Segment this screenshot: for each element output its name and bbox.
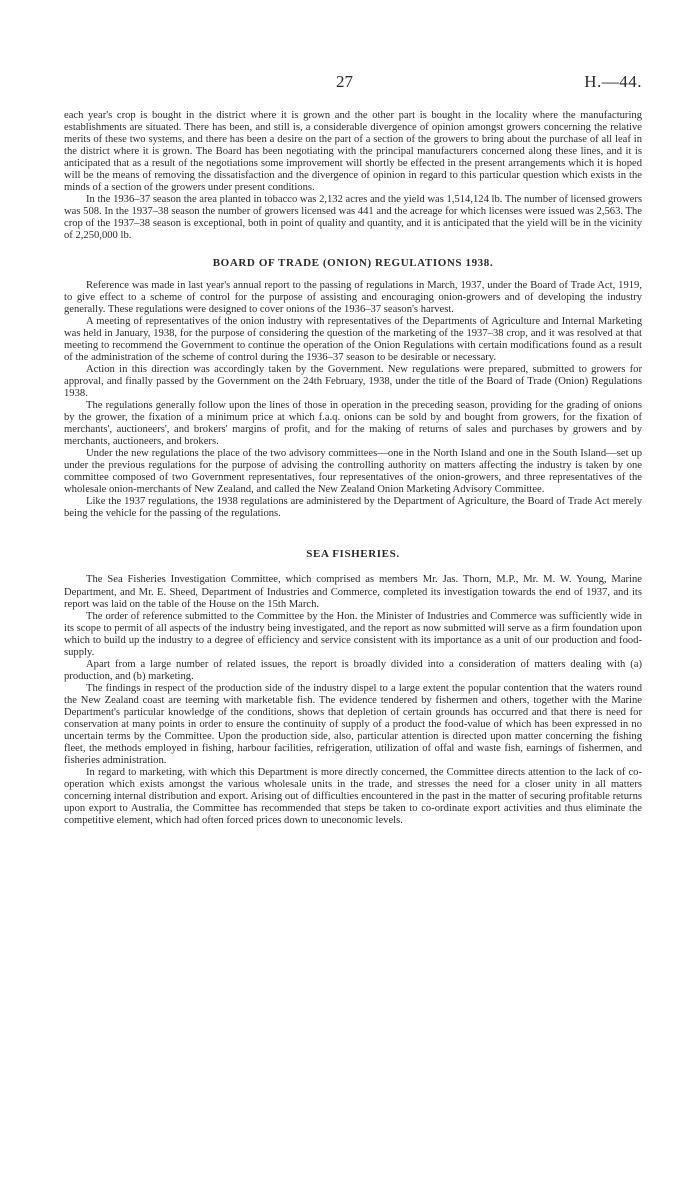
paragraph: each year's crop is bought in the district where it is grown and the other part is bought in the locality where the manufacturing establishments are situated. There has been, and still is, a considerable divergence of opinion amongst growers concerning the relative merits of these two systems, and there has been a desire on the part of a section of the growers to bring about the purchase of all leaf in the district where it is grown. The Board has been negotiating with the principal manufacturers concerned along these lines, and it is anticipated that as a result of the negotiations some improvement will shortly be effected in the present arrangements which it is hoped will be the means of removing the dissatisfaction and the divergence of opinion in regard to this particular question which exists in the minds of a section of the growers under present conditions. [64,110,642,194]
paragraph: The regulations generally follow upon the lines of those in operation in the preceding season, providing for the grading of onions by the grower, the fixation of a minimum price at which f.a.q. onions can be sold by and bought from growers, for the fixation of merchants', auctioneers', and brokers' margins of profit, and for the making of returns of sales and purchases by growers and by merchants, auctioneers, and brokers. [64,399,642,448]
document-page [64,72,642,827]
paragraph: The order of reference submitted to the Committee by the Hon. the Minister of Industries and Commerce was sufficiently wide in its scope to permit of all aspects of the industry being investigated, and the report as now submitted will serve as a firm foundation upon which to build up the industry to a degree of efficiency and service consistent with its importance as a unit of our production and food-supply. [64,610,642,658]
document-reference: H.—44. [584,72,642,91]
section-heading: BOARD OF TRADE (ONION) REGULATIONS 1938. [212,256,494,269]
paragraph: Like the 1937 regulations, the 1938 regulations are administered by the Department of Agriculture, the Board of Trade Act merely being the vehicle for the passing of the regulations. [64,496,642,520]
paragraph: A meeting of representatives of the onion industry with representatives of the Departments of Agriculture and Internal Marketing was held in January, 1938, for the purpose of considering the question of the marketing of the 1937–38 crop, and it was resolved at that meeting to recommend the Government to continue the operation of the Onion Regulations with certain modifications found as a result of the administration of the scheme of control during the 1936–37 season to be desirable or necessary. [64,315,642,363]
paragraph: In the 1936–37 season the area planted in tobacco was 2,132 acres and the yield was 1,514,124 lb. The number of licensed growers was 508. In the 1937–38 season the number of growers licensed was 441 and the acreage for which licenses were issued was 2,563. The crop of the 1937–38 season is exceptional, both in point of quality and quantity, and it is anticipated that the yield will be in the vicinity of 2,250,000 lb. [64,194,642,242]
onion-regulations-section [64,257,642,521]
paragraph: Reference was made in last year's annual report to the passing of regulations in March, 1937, under the Board of Trade Act, 1919, to give effect to a scheme of control for the purpose of assisting and encouraging onion-growers and of developing the industry generally. These regulations were designed to cover onions of the 1936–37 season's harvest. [64,279,642,315]
paragraph: Under the new regulations the place of the two advisory committees—one in the North Island and one in the South Island—set up under the previous regulations for the purpose of advising the controlling authority on matters affecting the industry is taken by one committee composed of two Government representatives, four representatives of the onion-growers, and three representatives of the wholesale onion-merchants of New Zealand, and called the New Zealand Onion Marketing Advisory Committee. [64,448,642,496]
paragraph: In regard to marketing, with which this Department is more directly concerned, the Committee directs attention to the lack of co-operation which exists amongst the various wholesale units in the trade, and stresses the need for a closer unity in all matters concerning internal distribution and export. Arising out of difficulties encountered in the past in the matter of securing profitable returns upon export to Australia, the Committee has recommended that steps be taken to co-ordinate export activities and thus eliminate the competitive element, which had often forced prices down to uneconomic levels. [64,767,642,827]
page-number: 27 [336,72,353,91]
paragraph: The Sea Fisheries Investigation Committee, which comprised as members Mr. Jas. Thorn, M.P., Mr. M. W. Young, Marine Department, and Mr. E. Sheed, Department of Industries and Commerce, completed its investigation towards the end of 1937, and its report was laid on the table of the House on the 15th March. [64,574,642,610]
page-header [64,72,642,96]
section-heading: SEA FISHERIES. [306,548,400,561]
paragraph: Apart from a large number of related issues, the report is broadly divided into a consideration of matters dealing with (a) production, and (b) marketing. [64,658,642,682]
sea-fisheries-section [64,548,642,827]
paragraph: Action in this direction was accordingly taken by the Government. New regulations were prepared, submitted to growers for approval, and finally passed by the Government on the 24th February, 1938, under the title of the Board of Trade (Onion) Regulations 1938. [64,363,642,399]
intro-section [64,110,642,243]
paragraph: The findings in respect of the production side of the industry dispel to a large extent the popular contention that the waters round the New Zealand coast are teeming with marketable fish. The evidence tendered by fishermen and others, together with the Marine Department's particular knowledge of the conditions, shows that depletion of certain grounds has occurred and that there is need for conservation at many points in order to ensure the continuity of supply of a product the food-value of which has been expressed in no uncertain terms by the Committee. Upon the production side, also, particular attention is directed upon matter concerning the fishing fleet, the methods employed in fishing, harbour facilities, refrigeration, utilization of offal and waste fish, earnings of fishermen, and fisheries administration. [64,682,642,767]
